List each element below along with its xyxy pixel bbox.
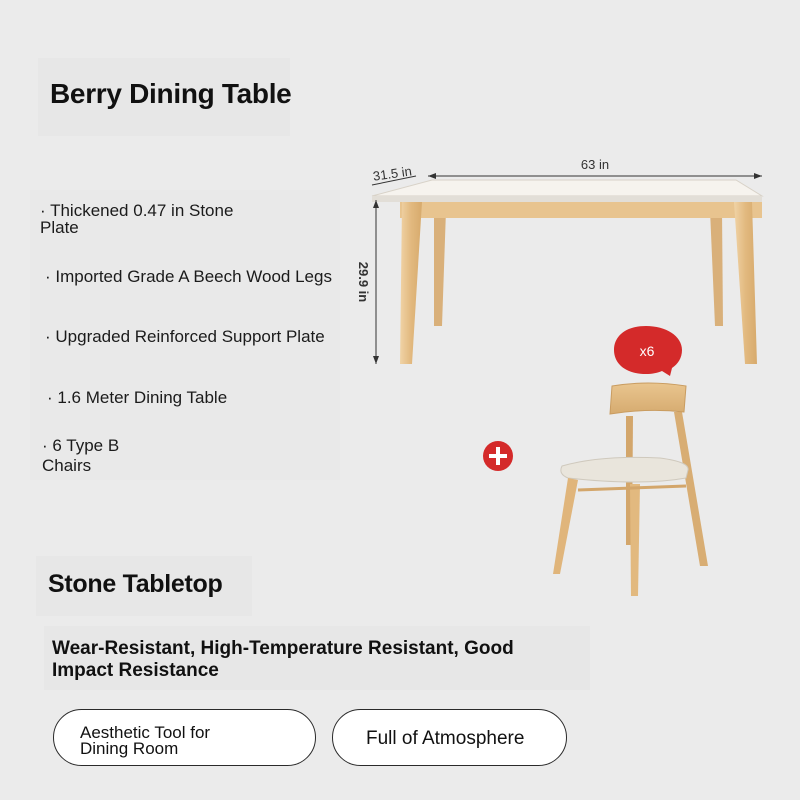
section-desc-line1: Wear-Resistant, High-Temperature Resistant, Good: [52, 638, 514, 659]
feature-chairs-cont: Chairs: [42, 456, 92, 475]
feature-chairs: · 6 Type B: [42, 436, 120, 455]
table-stone-top: [372, 180, 762, 196]
chair-rear-leg-right: [674, 412, 708, 566]
width-arrow-left: [428, 173, 436, 179]
chair-backrest: [610, 383, 686, 414]
chair-illustration: [548, 378, 716, 600]
table-front-leg-right: [734, 202, 757, 364]
width-arrow-right: [754, 173, 762, 179]
feature-table-size: · 1.6 Meter Dining Table: [47, 388, 228, 407]
feature-beech-legs: · Imported Grade A Beech Wood Legs: [45, 267, 332, 286]
chair-stretcher: [578, 486, 686, 490]
plus-icon: [482, 440, 514, 472]
height-arrow-bottom: [373, 356, 379, 364]
pill-atmosphere: [332, 709, 567, 766]
badge-text: x6: [639, 343, 655, 359]
plus-bar-vertical: [496, 447, 500, 465]
depth-label: 31.5 in: [371, 163, 413, 184]
table-apron: [400, 200, 762, 218]
dining-table-illustration: [350, 150, 780, 375]
chair-front-leg-right: [630, 484, 640, 596]
chair-count-badge: [610, 322, 690, 378]
section-desc-line2: Impact Resistance: [52, 660, 219, 681]
pill-aesthetic-line1: Aesthetic Tool for: [80, 723, 211, 742]
feature-support-plate: · Upgraded Reinforced Support Plate: [45, 327, 325, 346]
section-heading: Stone Tabletop: [48, 570, 223, 598]
table-back-leg-right: [710, 210, 723, 326]
feature-stone-plate: · Thickened 0.47 in Stone: [40, 201, 234, 220]
feature-stone-plate-cont: Plate: [40, 218, 79, 237]
chair-seat-cushion: [561, 457, 688, 482]
table-top-edge: [372, 196, 762, 202]
chair-front-leg-left: [553, 478, 578, 574]
width-label: 63 in: [580, 157, 610, 172]
height-label: 29.9 in: [356, 261, 371, 303]
product-title: Berry Dining Table: [50, 78, 292, 109]
table-back-leg-left: [434, 210, 446, 326]
table-front-leg-left: [400, 202, 422, 364]
pill-aesthetic-line2: Dining Room: [80, 739, 179, 758]
pill-aesthetic-tool: [53, 709, 316, 766]
pill-atmosphere-label: Full of Atmosphere: [366, 728, 525, 749]
